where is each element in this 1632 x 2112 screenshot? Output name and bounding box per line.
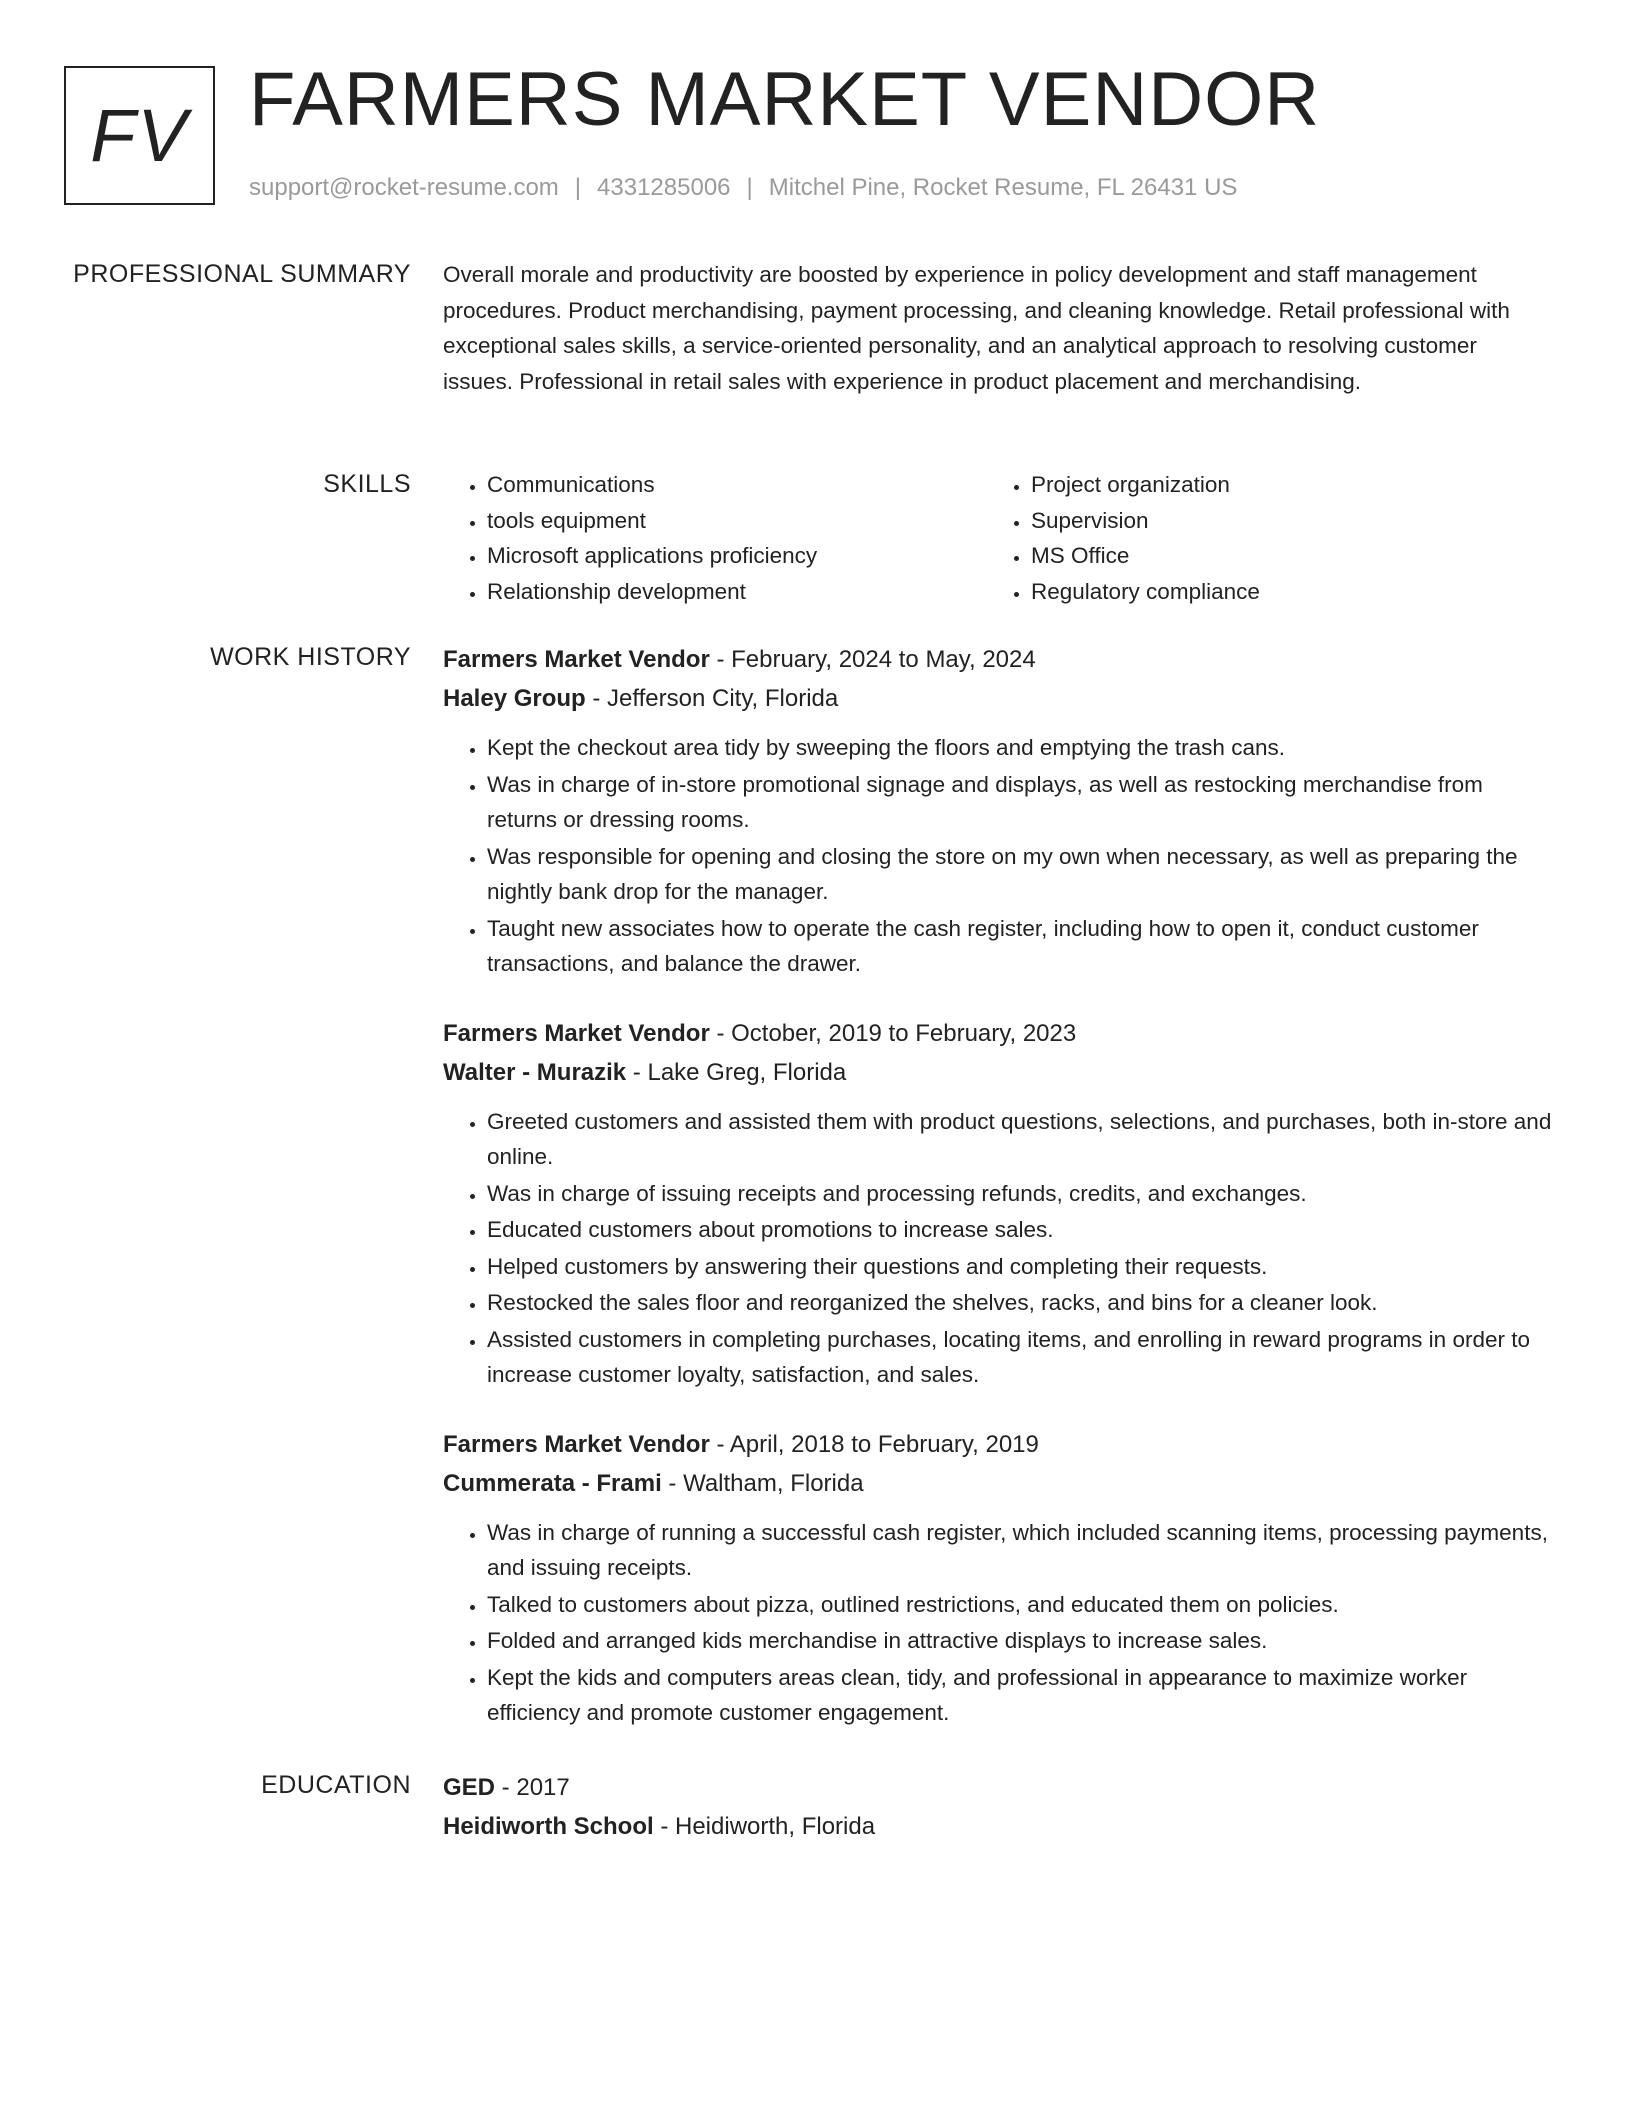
job-bullet: • Greeted customers and assisted them with product questions, selections, and purchases, both in-store and online. [487,1104,1553,1175]
skill-item: • tools equipment [487,503,987,539]
section-title-summary: PROFESSIONAL SUMMARY [73,260,411,288]
job-bullets [443,1104,1553,1393]
job-location: - Lake Greg, Florida [626,1058,847,1086]
skill-item: • Supervision [1031,503,1531,539]
job-company: Haley Group [443,685,586,712]
job-entry [443,1425,1553,1731]
education-location: - Heidiworth, Florida [653,1813,876,1840]
job-location: - Jefferson City, Florida [585,685,839,712]
job-company: Walter - Murazik [443,1058,627,1086]
skill-item: • Project organization [1031,467,1531,503]
job-company: Cummerata - Frami [443,1469,662,1497]
education-year: - 2017 [495,1774,570,1801]
job-entry [443,1014,1553,1393]
job-bullet: • Was in charge of running a successful cash register, which included scanning items, processing payments, and issuing receipts. [487,1515,1553,1586]
job-title-line [443,1014,1553,1053]
education-school: Heidiworth School [443,1813,654,1840]
candidate-name: FARMERS MARKET VENDOR [249,57,1321,142]
contact-email: support@rocket-resume.com [249,174,559,201]
education-degree: GED [443,1774,496,1801]
job-bullet: • Was in charge of issuing receipts and processing refunds, credits, and exchanges. [487,1176,1553,1212]
job-company-line [443,1464,1553,1503]
skills-body [443,467,1553,609]
monogram-initials: FV [90,93,189,177]
skills-list-right [987,467,1531,609]
job-bullet: • Folded and arranged kids merchandise in attractive displays to increase sales. [487,1623,1553,1659]
job-bullets [443,730,1553,982]
skill-item: • Microsoft applications proficiency [487,538,987,574]
job-dates: - February, 2024 to May, 2024 [709,646,1036,673]
contact-separator: | [746,174,753,201]
summary-body [443,257,1553,399]
education-school-line [443,1807,1553,1846]
job-company-line [443,1053,1553,1092]
job-bullet: • Assisted customers in completing purchases, locating items, and enrolling in reward programs in order to increase customer loyalty, satisfaction, and sales. [487,1322,1553,1393]
education-body [443,1768,1553,1846]
job-bullet: • Was responsible for opening and closing the store on my own when necessary, as well as preparing the nightly bank drop for the manager. [487,839,1553,910]
section-title-skills: SKILLS [323,470,411,498]
job-bullets [443,1515,1553,1731]
job-dates: - October, 2019 to February, 2023 [709,1019,1077,1047]
skills-grid [443,467,1553,609]
job-company-line [443,679,1553,718]
job-title-line [443,640,1553,679]
job-bullet: • Was in charge of in-store promotional signage and displays, as well as restocking merchandise from returns or dressing rooms. [487,767,1553,838]
job-bullet: • Restocked the sales floor and reorganized the shelves, racks, and bins for a cleaner look. [487,1285,1553,1321]
job-location: - Waltham, Florida [661,1469,864,1497]
monogram-box [64,66,215,205]
job-bullet: • Kept the kids and computers areas clean, tidy, and professional in appearance to maximize worker efficiency and promote customer engagement. [487,1660,1553,1731]
contact-phone: 4331285006 [597,174,731,201]
skill-item: • Relationship development [487,574,987,610]
skill-item: • Communications [487,467,987,503]
job-bullet: • Talked to customers about pizza, outlined restrictions, and educated them on policies. [487,1587,1553,1623]
education-degree-line [443,1768,1553,1807]
job-title-line [443,1425,1553,1464]
summary-text: Overall morale and productivity are boosted by experience in policy development and staff management procedures. Product merchandising, payment processing, and cleaning knowledge. Retail professional with exceptional sales skills, a service-oriented personality, and an analytical approach to resolving customer issues. Professional in retail sales with experience in product placement and merchandising. [443,262,1510,394]
job-entry [443,640,1553,982]
job-dates: - April, 2018 to February, 2019 [709,1430,1039,1458]
job-bullet: • Educated customers about promotions to increase sales. [487,1212,1553,1248]
job-bullet: • Taught new associates how to operate the cash register, including how to open it, conduct customer transactions, and balance the drawer. [487,911,1553,982]
contact-line [249,172,1237,203]
contact-address: Mitchel Pine, Rocket Resume, FL 26431 US [768,174,1238,201]
job-role: Farmers Market Vendor [443,1019,710,1047]
job-role: Farmers Market Vendor [443,1430,710,1458]
work-history-body [443,640,1553,1763]
contact-separator: | [574,174,582,201]
skill-item: • Regulatory compliance [1031,574,1531,610]
skill-item: • MS Office [1031,538,1531,574]
section-title-work-history: WORK HISTORY [210,643,411,671]
job-bullet: • Helped customers by answering their questions and completing their requests. [487,1249,1553,1285]
job-bullet: • Kept the checkout area tidy by sweeping the floors and emptying the trash cans. [487,730,1553,766]
section-title-education: EDUCATION [261,1771,411,1799]
skills-list-left [443,467,987,609]
job-role: Farmers Market Vendor [443,646,710,673]
